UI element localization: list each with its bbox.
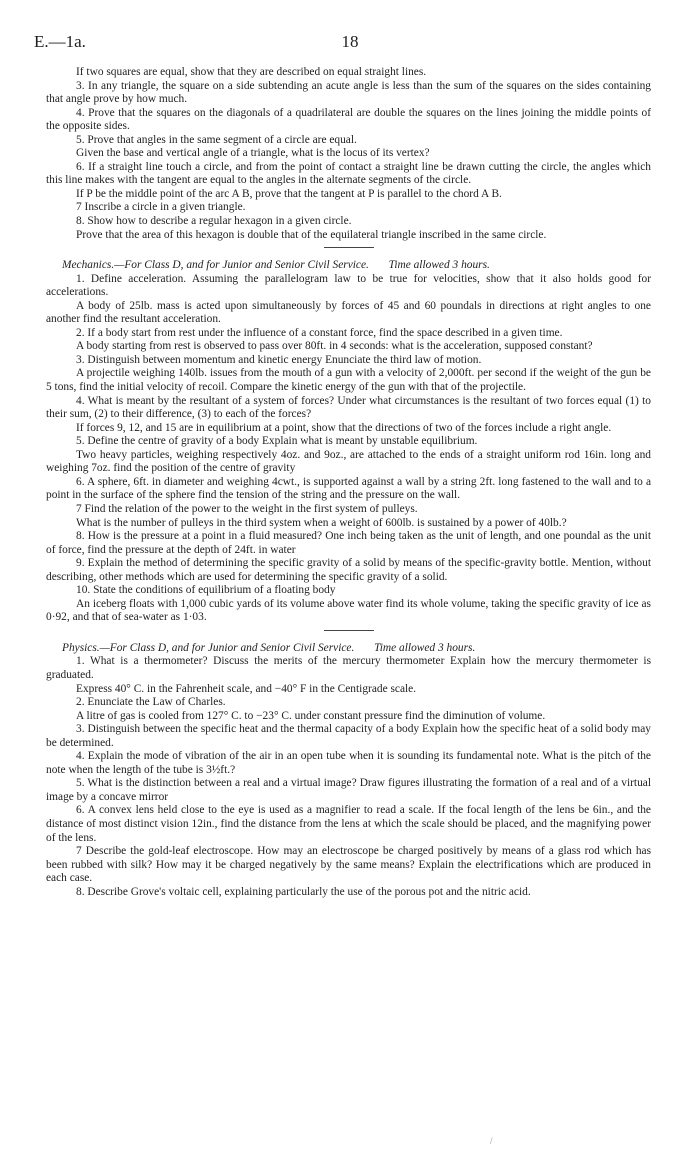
paragraph: 10. State the conditions of equilibrium of a floating body bbox=[76, 584, 336, 597]
paragraph: If two squares are equal, show that they are described on equal straight lines. bbox=[76, 66, 427, 78]
paragraph: An iceberg floats with 1,000 cubic yards of its volume above water find its whole volume, taking the specific gravity of ice as 0·92, and that of sea-water as 1·03. bbox=[46, 597, 651, 624]
paragraph: 9. Explain the method of determining the specific gravity of a solid by means of the specific-gravity bottle. Mention, without describing, other methods which are used for determining the specific gravity of a solid. bbox=[46, 557, 651, 583]
section-title: Physics.—For Class D, and for Junior and Senior Civil Service. bbox=[62, 641, 355, 654]
paragraph: 5. Define the centre of gravity of a body Explain what is meant by unstable equilibrium. bbox=[76, 435, 478, 448]
section-heading bbox=[46, 259, 651, 273]
paragraph: 6. If a straight line touch a circle, and from the point of contact a straight line be drawn cutting the circle, the angles which this line makes with the tangent are equal to the angles in the alternate segments of the circle. bbox=[46, 160, 651, 187]
document-code: E.—1a. bbox=[34, 32, 86, 51]
paragraph: 3. In any triangle, the square on a side subtending an acute angle is less than the sum of the squares on the sides containing that angle prove by how much. bbox=[46, 79, 651, 106]
paragraph: 3. Distinguish between the specific heat and the thermal capacity of a body Explain how the specific heat of a solid body may be determined. bbox=[46, 723, 651, 749]
paragraph: 6. A convex lens held close to the eye is used as a magnifier to read a scale. If the focal length of the lens be 6in., and the distance of most distinct vision 12in., find the distance from the lens at which the scale should be placed, and the magnifying power of the lens. bbox=[46, 804, 651, 844]
paragraph: A body starting from rest is observed to pass over 80ft. in 4 seconds: what is the acceleration, supposed constant? bbox=[76, 340, 593, 353]
paragraph: A litre of gas is cooled from 127° C. to −23° C. under constant pressure find the diminution of volume. bbox=[76, 709, 546, 722]
paragraph: 2. If a body start from rest under the influence of a constant force, find the space described in a given time. bbox=[76, 326, 563, 339]
paragraph: 7 Find the relation of the power to the weight in the first system of pulleys. bbox=[76, 502, 418, 515]
paragraph: 2. Enunciate the Law of Charles. bbox=[76, 696, 226, 709]
paragraph: 5. What is the distinction between a real and a virtual image? Draw figures illustrating the formation of a real and of a virtual image by a concave mirror bbox=[46, 777, 651, 803]
paragraph: 3. Distinguish between momentum and kinetic energy Enunciate the third law of motion. bbox=[76, 353, 482, 366]
paragraph: A body of 25lb. mass is acted upon simultaneously by forces of 45 and 60 poundals in directions at right angles to one another find the resultant acceleration. bbox=[46, 299, 651, 326]
stray-mark: / bbox=[490, 1136, 493, 1146]
paragraph: Two heavy particles, weighing respectively 4oz. and 9oz., are attached to the ends of a straight uniform rod 16in. long and weighing 7oz. find the position of the centre of gravity bbox=[46, 448, 651, 475]
document-body bbox=[46, 66, 651, 899]
paragraph: If P be the middle point of the arc A B, prove that the tangent at P is parallel to the chord A B. bbox=[76, 187, 502, 200]
physics-section bbox=[46, 642, 651, 899]
paragraph: A projectile weighing 140lb. issues from the mouth of a gun with a velocity of 2,000ft. per second if the weight of the gun be 5 tons, find the initial velocity of recoil. Compare the kinetic energy of the gun with that of the projectile. bbox=[46, 367, 651, 394]
geometry-section bbox=[46, 66, 651, 242]
time-allowed: Time allowed 3 hours. bbox=[374, 641, 476, 654]
paragraph: Express 40° C. in the Fahrenheit scale, and −40° F in the Centigrade scale. bbox=[76, 682, 417, 695]
paragraph: What is the number of pulleys in the third system when a weight of 600lb. is sustained by a power of 40lb.? bbox=[76, 516, 567, 529]
paragraph: 4. Explain the mode of vibration of the air in an open tube when it is sounding its fundamental note. What is the pitch of the note when the length of the tube is 3½ft.? bbox=[46, 750, 651, 776]
paragraph: 7 Inscribe a circle in a given triangle. bbox=[76, 201, 246, 214]
paragraph: 1. Define acceleration. Assuming the parallelogram law to be true for velocities, show that it also holds good for accelerations. bbox=[46, 272, 651, 299]
paragraph: Given the base and vertical angle of a triangle, what is the locus of its vertex? bbox=[76, 147, 430, 160]
section-heading bbox=[46, 642, 651, 656]
paragraph: 8. Show how to describe a regular hexagon in a given circle. bbox=[76, 215, 352, 228]
paragraph: 6. A sphere, 6ft. in diameter and weighing 4cwt., is supported against a wall by a string 2ft. long fastened to the wall and to a point in the surface of the sphere find the tension of the string and the pressure on the wall. bbox=[46, 475, 651, 502]
paragraph: If forces 9, 12, and 15 are in equilibrium at a point, show that the directions of two of the forces include a right angle. bbox=[76, 421, 612, 434]
page-header bbox=[34, 32, 666, 52]
section-divider bbox=[324, 247, 374, 248]
time-allowed: Time allowed 3 hours. bbox=[388, 259, 490, 272]
mechanics-section bbox=[46, 259, 651, 625]
page-number: 18 bbox=[341, 32, 359, 51]
paragraph: 1. What is a thermometer? Discuss the merits of the mercury thermometer Explain how the mercury thermometer is graduated. bbox=[46, 655, 651, 681]
paragraph: 8. How is the pressure at a point in a fluid measured? One inch being taken as the unit of length, and one poundal as the unit of force, find the pressure at the depth of 24ft. in water bbox=[46, 530, 651, 556]
paragraph: 4. What is meant by the resultant of a system of forces? Under what circumstances is the resultant of two forces equal (1) to their sum, (2) to their difference, (3) to each of the forces? bbox=[46, 394, 651, 421]
paragraph: 8. Describe Grove's voltaic cell, explaining particularly the use of the porous pot and the nitric acid. bbox=[76, 885, 531, 898]
paragraph: Prove that the area of this hexagon is double that of the equilateral triangle inscribed in the same circle. bbox=[76, 228, 547, 241]
section-title: Mechanics.—For Class D, and for Junior and Senior Civil Service. bbox=[62, 259, 369, 272]
section-divider bbox=[324, 630, 374, 631]
paragraph: 7 Describe the gold-leaf electroscope. How may an electroscope be charged positively by means of a glass rod which has been rubbed with silk? How may it be charged negatively by the same means? Explain the electrifications which are produced in each case. bbox=[46, 845, 651, 885]
paragraph: 4. Prove that the squares on the diagonals of a quadrilateral are double the squares on the lines joining the middle points of the opposite sides. bbox=[46, 106, 651, 133]
paragraph: 5. Prove that angles in the same segment of a circle are equal. bbox=[76, 133, 357, 146]
